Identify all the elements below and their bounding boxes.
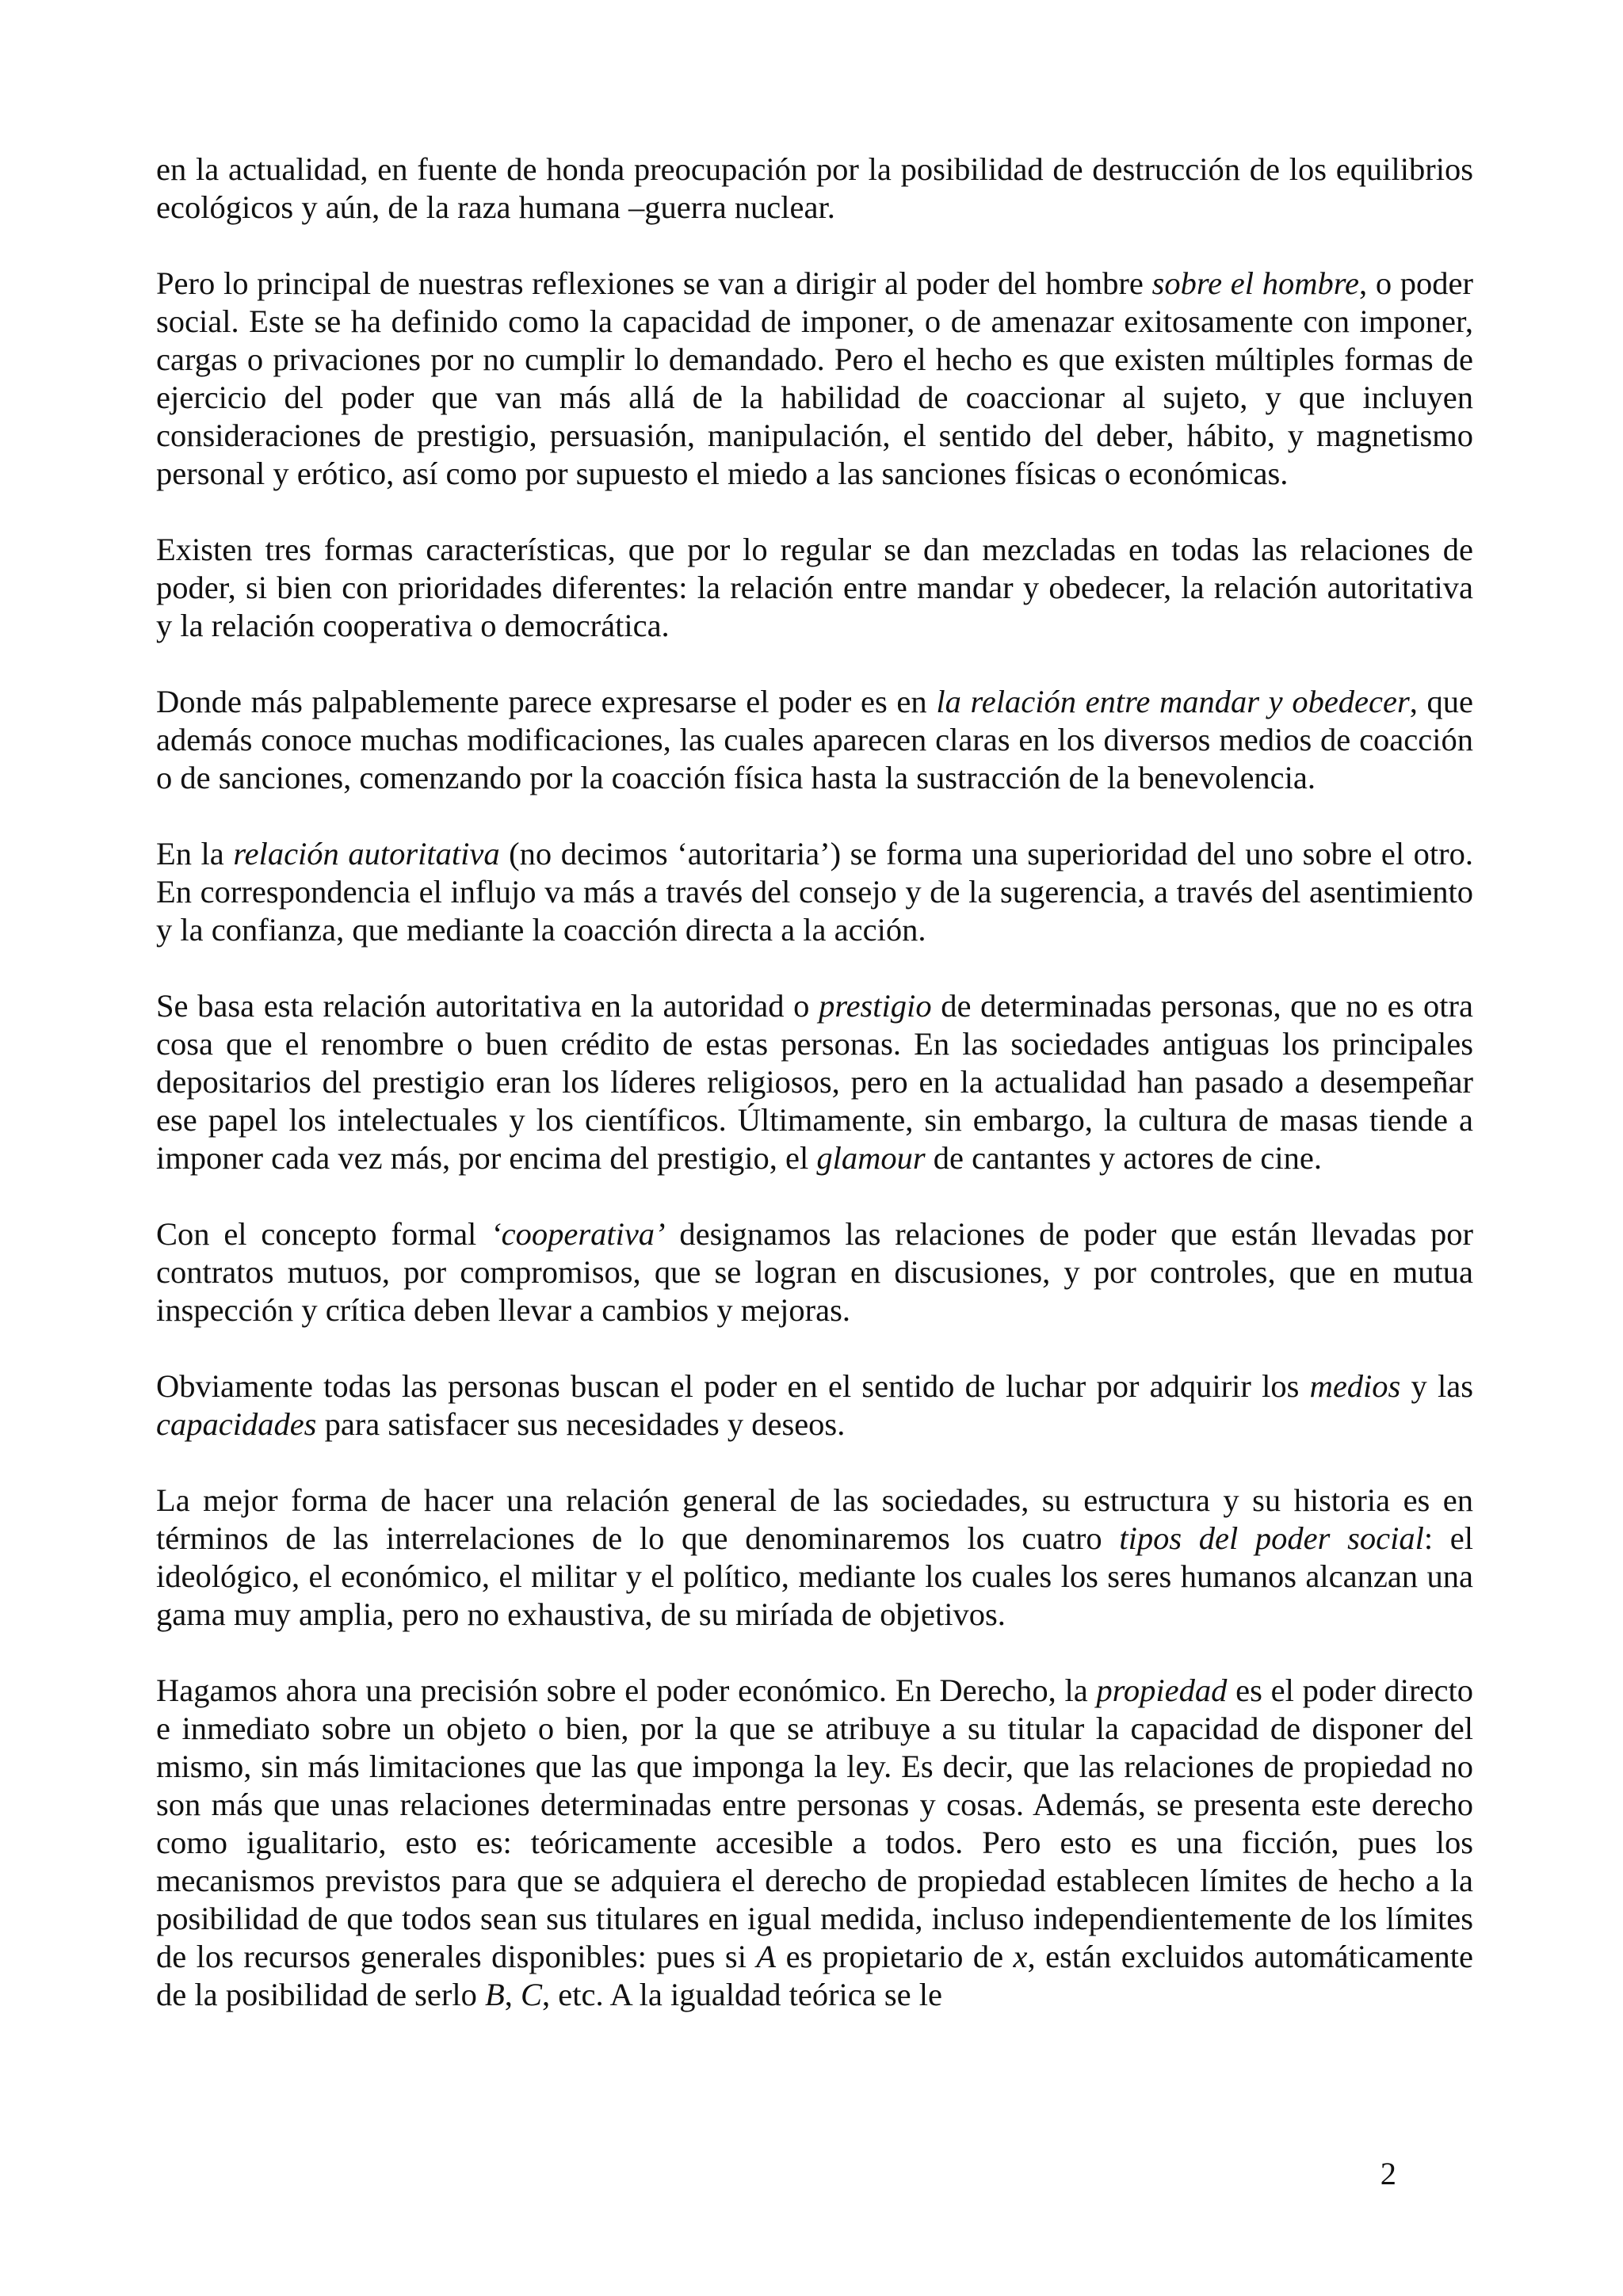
- italic-text: medios: [1309, 1368, 1401, 1404]
- text-run: : el ideológico, el económico, el militar y el político, mediante los cuales los seres humanos alcanzan una gama muy amplia, pero no exhaustiva, de su miríada de objetivos.: [156, 1520, 1473, 1632]
- body-text: [156, 151, 1473, 2052]
- text-run: ,: [504, 1977, 521, 2012]
- text-run: es el poder directo e inmediato sobre un objeto o bien, por la que se atribuye a su titular la capacidad de disponer del mismo, sin más limitaciones que las que imponga la ley. Es decir, que las relaciones de propiedad no son más que unas relaciones determinadas entre personas y cosas. Además, se presenta este derecho como igualitario, esto es: teóricamente accesible a todos. Pero esto es una ficción, pues los mecanismos previstos para que se adquiera el derecho de propiedad establecen límites de hecho a la posibilidad de que todos sean sus titulares en igual medida, incluso independientemente de los límites de los recursos generales disponibles: pues si: [156, 1672, 1473, 1974]
- paragraph: [156, 1672, 1473, 2014]
- paragraph: [156, 151, 1473, 227]
- italic-text: sobre el hombre: [1151, 265, 1359, 301]
- paragraph: [156, 1215, 1473, 1329]
- text-run: , que además conoce muchas modificaciones, las cuales aparecen claras en los diversos medios de coacción o de sanciones, comenzando por la coacción física hasta la sustracción de la benevolencia.: [156, 684, 1474, 795]
- italic-text: capacidades: [156, 1406, 317, 1442]
- italic-text: tipos del poder social: [1119, 1520, 1424, 1556]
- text-run: Hagamos ahora una precisión sobre el poder económico. En Derecho, la: [156, 1672, 1097, 1708]
- paragraph: [156, 1367, 1473, 1444]
- text-run: para satisfacer sus necesidades y deseos.: [316, 1406, 846, 1442]
- text-run: , etc. A la igualdad teórica se le: [542, 1977, 942, 2012]
- italic-text: glamour: [816, 1140, 926, 1176]
- paragraph: [156, 683, 1473, 797]
- text-run: , están excluidos automáticamente de la posibilidad de serlo: [156, 1939, 1473, 2012]
- text-run: de cantantes y actores de cine.: [925, 1140, 1322, 1176]
- text-run: Obviamente todas las personas buscan el poder en el sentido de luchar por adquirir los: [156, 1368, 1310, 1404]
- text-run: en la actualidad, en fuente de honda preocupación por la posibilidad de destrucción de los equilibrios ecológicos y aún, de la raza humana –guerra nuclear.: [156, 151, 1473, 225]
- italic-text: B: [485, 1977, 505, 2012]
- text-run: es propietario de: [776, 1939, 1014, 1974]
- italic-text: C: [521, 1977, 543, 2012]
- paragraph: [156, 987, 1473, 1177]
- text-run: y las: [1400, 1368, 1473, 1404]
- text-run: Se basa esta relación autoritativa en la autoridad o: [156, 988, 819, 1024]
- text-run: En la: [156, 836, 234, 871]
- italic-text: relación autoritativa: [233, 836, 500, 871]
- text-run: La mejor forma de hacer una relación general de las sociedades, su estructura y su historia es en términos de las interrelaciones de lo que denominaremos los cuatro: [156, 1482, 1473, 1556]
- paragraph: [156, 531, 1473, 645]
- italic-text: ‘cooperativa’: [491, 1216, 666, 1252]
- text-run: Existen tres formas características, que por lo regular se dan mezcladas en todas las relaciones de poder, si bien con prioridades diferentes: la relación entre mandar y obedecer, la relación autoritativa y la relación cooperativa o democrática.: [156, 532, 1473, 643]
- text-run: designamos las relaciones de poder que están llevadas por contratos mutuos, por compromisos, que se logran en discusiones, y por controles, que en mutua inspección y crítica deben llevar a cambios y mejoras.: [156, 1216, 1474, 1328]
- text-run: Con el concepto formal: [156, 1216, 491, 1252]
- italic-text: x: [1013, 1939, 1028, 1974]
- text-run: Donde más palpablemente parece expresarse el poder es en: [156, 684, 937, 719]
- text-run: de determinadas personas, que no es otra cosa que el renombre o buen crédito de estas personas. En las sociedades antiguas los principales depositarios del prestigio eran los líderes religiosos, pero en la actualidad han pasado a desempeñar ese papel los intelectuales y los científicos. Últimamente, sin embargo, la cultura de masas tiende a imponer cada vez más, por encima del prestigio, el: [156, 988, 1473, 1176]
- paragraph: [156, 1482, 1473, 1634]
- paragraph: [156, 835, 1473, 949]
- paragraph: [156, 265, 1473, 493]
- italic-text: la relación entre mandar y obedecer: [936, 684, 1410, 719]
- text-run: , o poder social. Este se ha definido como la capacidad de imponer, o de amenazar exitosamente con imponer, cargas o privaciones por no cumplir lo demandado. Pero el hecho es que existen múltiples formas de ejercicio del poder que van más allá de la habilidad de coaccionar al sujeto, y que incluyen consideraciones de prestigio, persuasión, manipulación, el sentido del deber, hábito, y magnetismo personal y erótico, así como por supuesto el miedo a las sanciones físicas o económicas.: [156, 265, 1473, 491]
- text-run: (no decimos ‘autoritaria’) se forma una superioridad del uno sobre el otro. En correspondencia el influjo va más a través del consejo y de la sugerencia, a través del asentimiento y la confianza, que mediante la coacción directa a la acción.: [156, 836, 1473, 948]
- italic-text: prestigio: [819, 988, 932, 1024]
- italic-text: A: [756, 1939, 777, 1974]
- italic-text: propiedad: [1096, 1672, 1228, 1708]
- page-number: 2: [1380, 2156, 1396, 2191]
- text-run: Pero lo principal de nuestras reflexiones se van a dirigir al poder del hombre: [156, 265, 1152, 301]
